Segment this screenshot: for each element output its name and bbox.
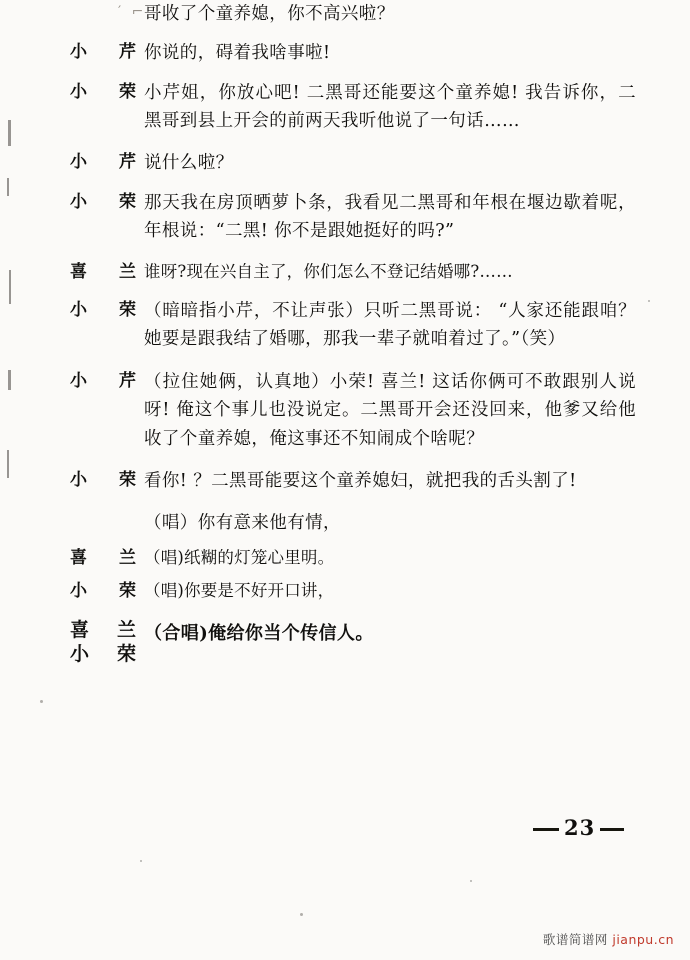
speaker-label: 喜 兰	[70, 262, 136, 283]
script-line-sung	[70, 545, 636, 572]
script-body	[70, 0, 636, 677]
speaker-row: 喜 兰	[70, 618, 136, 641]
scan-artifacts	[6, 120, 16, 540]
line-text: 那天我在房顶晒萝卜条，我看见二黑哥和年根在堰边歇着呢，年根说：“二黑! 你不是跟她挺好的吗?”	[144, 192, 636, 242]
line-text: （唱)纸糊的灯笼心里明。	[144, 547, 335, 567]
speaker-label: 小 芹	[70, 42, 136, 63]
speaker-label: 小 荣	[70, 581, 136, 602]
script-line-sung	[70, 578, 636, 605]
line-text: 看你! ？二黑哥能要这个童养媳妇，就把我的舌头割了!	[144, 470, 577, 491]
speaker-label	[70, 0, 147, 23]
watermark-url: jianpu.cn	[612, 932, 674, 947]
page-top-marginalia: ′ ⌐	[118, 4, 147, 20]
script-line-sung	[70, 509, 636, 537]
script-line	[70, 259, 636, 286]
line-text: 哥收了个童养媳，你不高兴啦？	[144, 4, 395, 24]
line-text: 你说的，碍着我啥事啦!	[144, 43, 331, 64]
script-line	[70, 368, 636, 453]
page-number-value: 23	[564, 815, 596, 840]
speaker-label: 喜 兰	[70, 547, 136, 568]
script-line	[70, 467, 636, 495]
script-line-chorus	[70, 619, 636, 667]
line-text: （唱)你要是不好开口讲，	[144, 581, 335, 601]
script-line	[70, 149, 636, 177]
speaker-label: 小 荣	[70, 300, 136, 321]
line-text: （暗暗指小芹，不让声张）只听二黑哥说： “人家还能跟咱？她要是跟我结了婚哪，那我一辈子就咱着过了。”（笑）	[144, 301, 636, 350]
speaker-label-stacked	[70, 619, 144, 667]
watermark-text: 歌谱简谱网	[542, 932, 608, 947]
line-text: 谁呀?现在兴自主了，你们怎么不登记结婚哪?……	[144, 262, 513, 282]
watermark	[543, 930, 674, 948]
speaker-label: 小 荣	[70, 81, 136, 102]
rule-left	[533, 828, 559, 831]
line-text: （合唱)俺给你当个传信人。	[144, 622, 374, 644]
speaker-label: 小 芹	[70, 370, 136, 391]
line-text: 小芹姐，你放心吧! 二黑哥还能要这个童养媳! 我告诉你，二黑哥到县上开会的前两天我听他说了一句话……	[144, 82, 636, 132]
script-line	[70, 39, 636, 67]
speaker-label: 小 荣	[70, 191, 136, 212]
page-number	[533, 815, 643, 840]
speaker-label: 小 荣	[70, 469, 136, 490]
rule-right	[600, 828, 624, 831]
script-line	[70, 189, 636, 246]
line-text: （拉住她俩，认真地）小荣! 喜兰! 这话你俩可不敢跟别人说呀! 俺这个事儿也没说定。二黑哥开会还没回来，他爹又给他收了个童养媳，俺这事还不知闹成个啥呢？	[144, 371, 636, 449]
speaker-row: 小 荣	[70, 642, 136, 665]
script-line	[70, 79, 636, 136]
line-text: （唱）你有意来他有情，	[144, 513, 341, 534]
script-line	[70, 297, 636, 354]
script-line-partial	[70, 0, 636, 28]
speaker-label: 小 芹	[70, 152, 136, 173]
line-text: 说什么啦？	[144, 153, 234, 174]
